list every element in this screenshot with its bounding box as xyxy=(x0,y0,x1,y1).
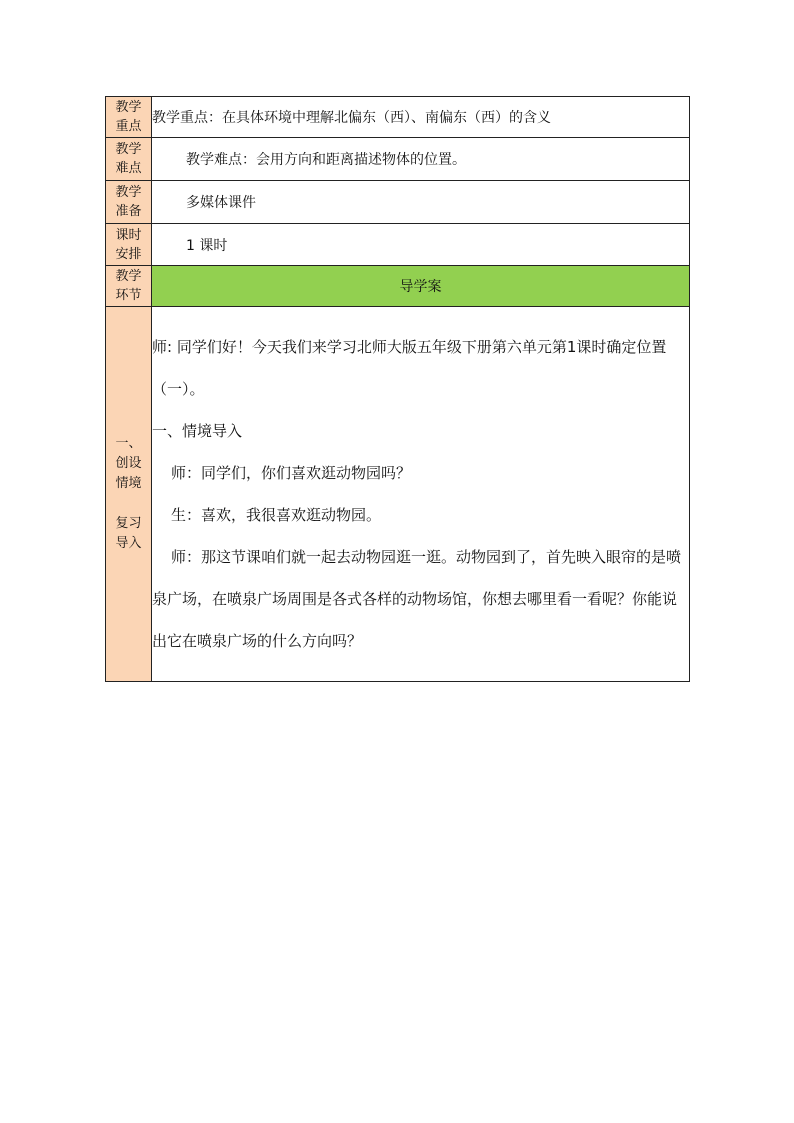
paragraph-student-answer: 生：喜欢，我很喜欢逛动物园。 xyxy=(171,506,382,524)
lesson-plan-table xyxy=(105,96,690,682)
guide-header: 导学案 xyxy=(152,266,690,307)
content-preparation: 多媒体课件 xyxy=(152,181,690,224)
row-difficulties xyxy=(106,138,690,181)
label-preparation: 教学 准备 xyxy=(106,181,152,224)
section-one-body xyxy=(152,307,690,682)
row-section-one xyxy=(106,307,690,682)
content-difficulties: 教学难点：会用方向和距离描述物体的位置。 xyxy=(152,138,690,181)
label-stage: 教学 环节 xyxy=(106,266,152,307)
row-schedule xyxy=(106,224,690,266)
row-preparation xyxy=(106,181,690,224)
label-section-one: 一、 创设 情境 复习 导入 xyxy=(106,307,152,682)
paragraph-heading: 一、情境导入 xyxy=(152,422,243,440)
label-schedule: 课时 安排 xyxy=(106,224,152,266)
row-stage-header xyxy=(106,266,690,307)
content-key-points: 教学重点：在具体环境中理解北偏东（西）、南偏东（西）的含义 xyxy=(152,97,690,138)
paragraph-teacher-zoo: 师：那这节课咱们就一起去动物园逛一逛。动物园到了，首先映入眼帘的是喷泉广场，在喷泉广场周围是各式各样的动物场馆，你想去哪里看一看呢？你能说出它在喷泉广场的什么方向吗？ xyxy=(152,548,682,650)
paragraph-teacher-question: 师：同学们，你们喜欢逛动物园吗？ xyxy=(171,464,412,482)
paragraph-intro: 师: 同学们好！今天我们来学习北师大版五年级下册第六单元第1课时确定位置（一）。 xyxy=(152,338,667,398)
content-schedule: 1 课时 xyxy=(152,224,690,266)
row-key-points xyxy=(106,97,690,138)
label-key-points: 教学 重点 xyxy=(106,97,152,138)
label-difficulties: 教学 难点 xyxy=(106,138,152,181)
